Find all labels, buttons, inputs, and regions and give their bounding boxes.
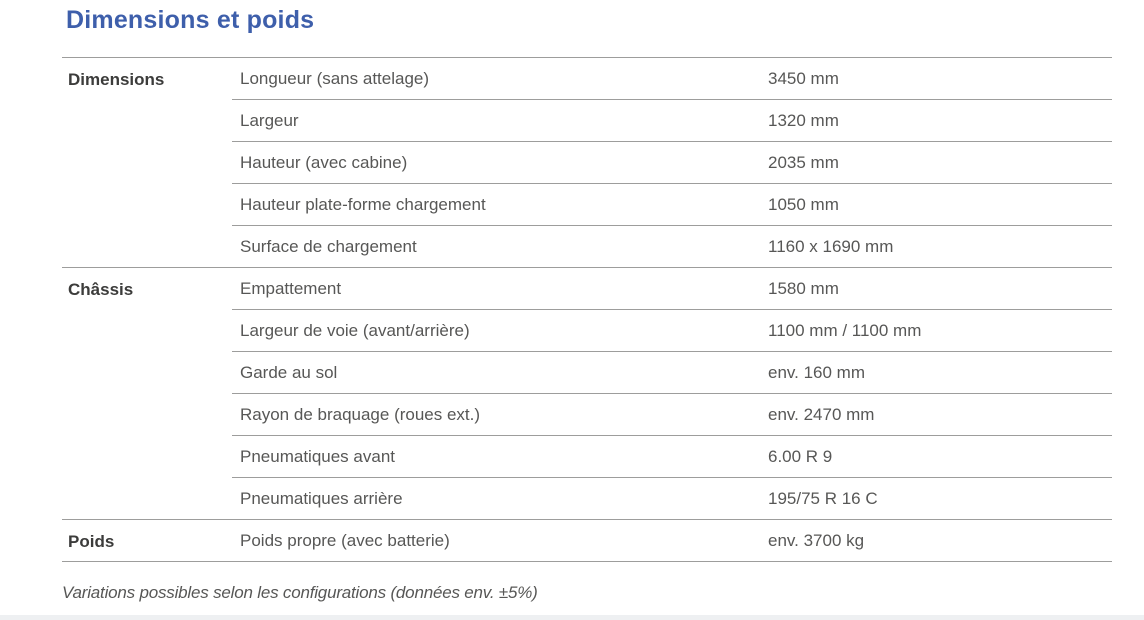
section-header: Poids <box>62 520 232 562</box>
spec-value: 1100 mm / 1100 mm <box>760 310 1112 352</box>
spec-value: env. 2470 mm <box>760 394 1112 436</box>
section-header: Dimensions <box>62 58 232 268</box>
spec-value: 1320 mm <box>760 100 1112 142</box>
spec-label: Hauteur plate-forme chargement <box>232 184 760 226</box>
spec-value: 6.00 R 9 <box>760 436 1112 478</box>
page-title: Dimensions et poids <box>66 6 315 34</box>
spec-label: Empattement <box>232 268 760 310</box>
spec-label: Garde au sol <box>232 352 760 394</box>
spec-value: env. 3700 kg <box>760 520 1112 562</box>
spec-value: 1050 mm <box>760 184 1112 226</box>
spec-row <box>62 520 1112 562</box>
spec-section-chassis <box>62 268 1112 520</box>
spec-value: 3450 mm <box>760 58 1112 100</box>
spec-label: Longueur (sans attelage) <box>232 58 760 100</box>
spec-table <box>62 57 1112 562</box>
spec-label: Hauteur (avec cabine) <box>232 142 760 184</box>
spec-value: 1580 mm <box>760 268 1112 310</box>
bottom-strip <box>0 615 1144 620</box>
spec-label: Largeur <box>232 100 760 142</box>
spec-value: 195/75 R 16 C <box>760 478 1112 520</box>
footnote: Variations possibles selon les configurations (données env. ±5%) <box>62 583 538 602</box>
spec-label: Largeur de voie (avant/arrière) <box>232 310 760 352</box>
spec-value: 2035 mm <box>760 142 1112 184</box>
spec-label: Rayon de braquage (roues ext.) <box>232 394 760 436</box>
spec-label: Pneumatiques avant <box>232 436 760 478</box>
spec-value: 1160 x 1690 mm <box>760 226 1112 268</box>
spec-label: Pneumatiques arrière <box>232 478 760 520</box>
spec-value: env. 160 mm <box>760 352 1112 394</box>
spec-section-dimensions <box>62 58 1112 268</box>
section-header: Châssis <box>62 268 232 520</box>
spec-label: Surface de chargement <box>232 226 760 268</box>
spec-section-poids <box>62 520 1112 562</box>
spec-label: Poids propre (avec batterie) <box>232 520 760 562</box>
spec-row <box>62 268 1112 310</box>
spec-row <box>62 58 1112 100</box>
